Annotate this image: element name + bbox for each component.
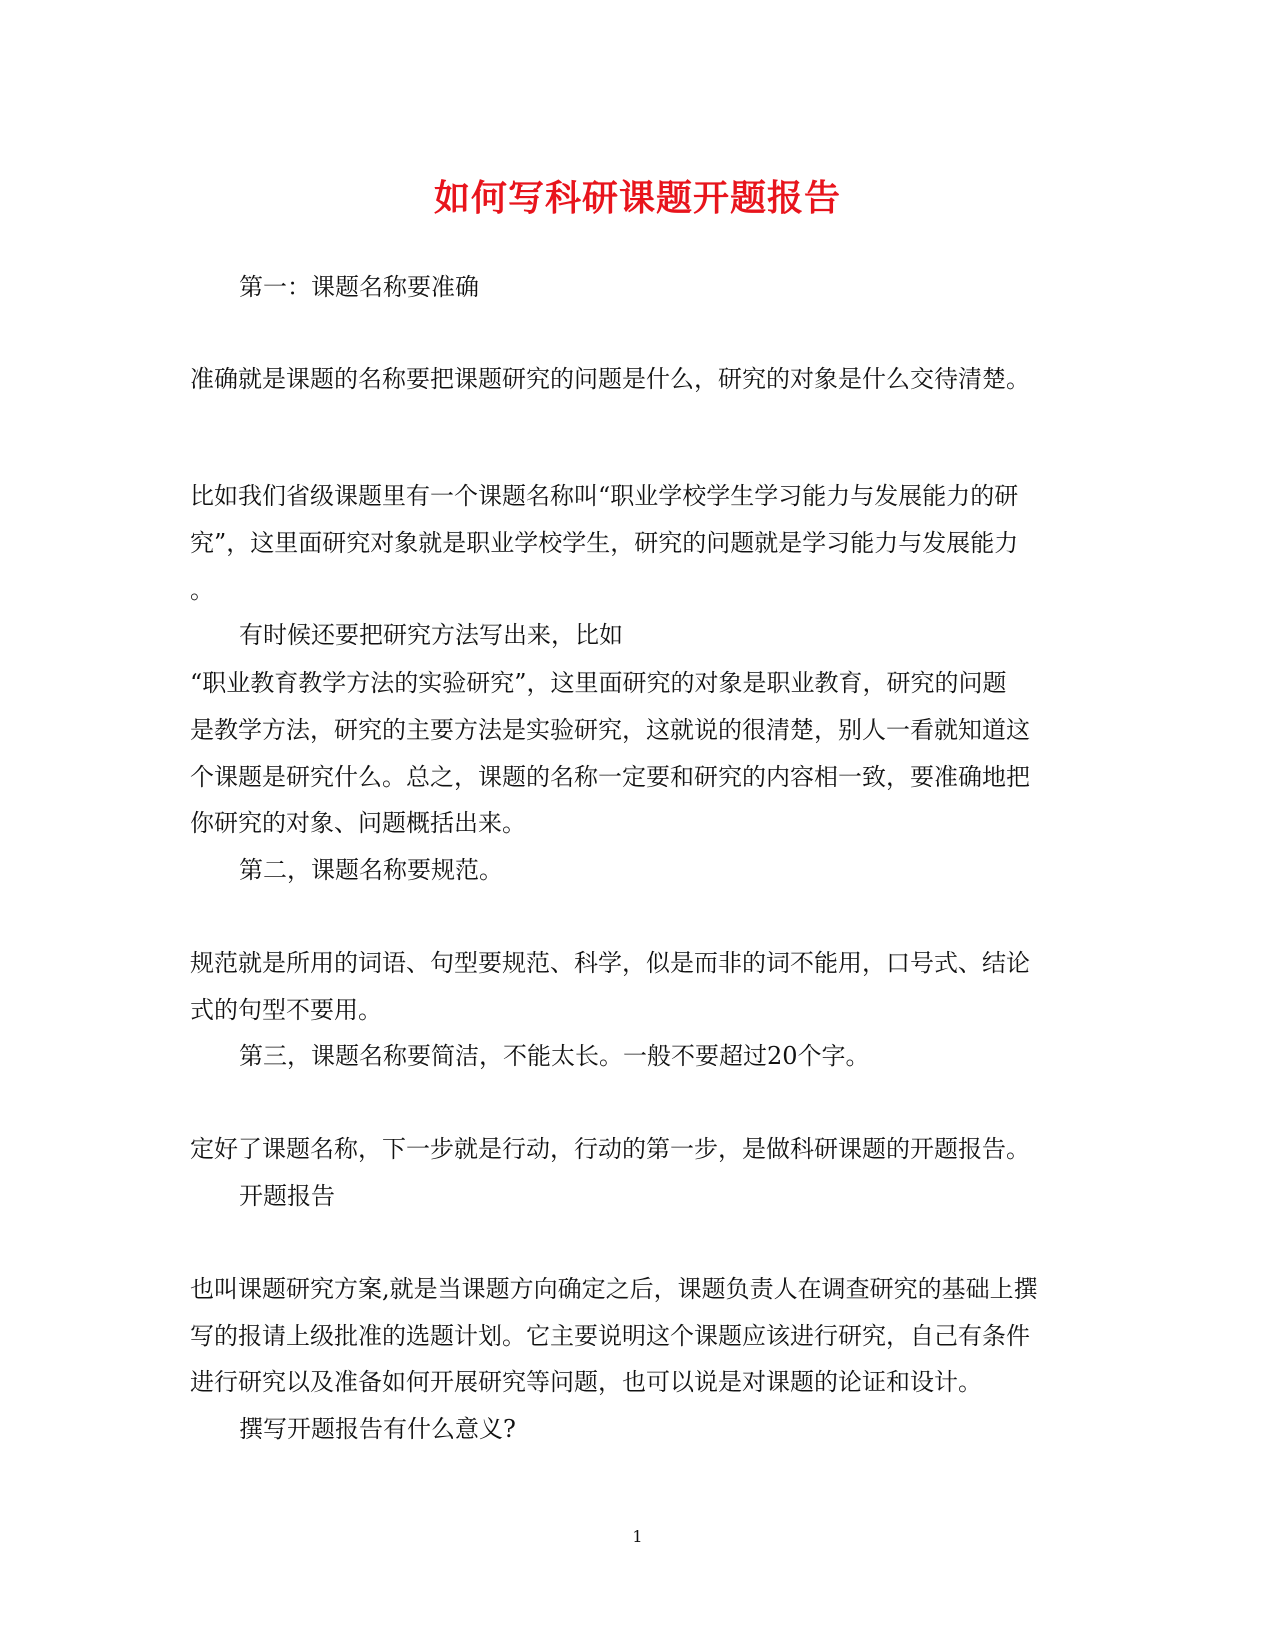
paragraph-line: 式的句型不要用。: [190, 996, 382, 1024]
paragraph-line: 个课题是研究什么。总之，课题的名称一定要和研究的内容相一致，要准确地把: [190, 763, 1030, 791]
paragraph-line: 定好了课题名称，下一步就是行动，行动的第一步，是做科研课题的开题报告。: [190, 1135, 1030, 1163]
heading-significance: 撰写开题报告有什么意义?: [239, 1415, 516, 1443]
page-number: 1: [632, 1527, 643, 1546]
heading-second: 第二，课题名称要规范。: [239, 856, 503, 884]
paragraph-line: 是教学方法，研究的主要方法是实验研究，这就说的很清楚，别人一看就知道这: [190, 716, 1030, 744]
paragraph-line: 你研究的对象、问题概括出来。: [190, 809, 526, 837]
heading-first: 第一：课题名称要准确: [239, 273, 479, 301]
paragraph-line: 准确就是课题的名称要把课题研究的问题是什么，研究的对象是什么交待清楚。: [190, 365, 1030, 393]
paragraph-line: 。: [190, 576, 214, 604]
heading-proposal: 开题报告: [239, 1182, 335, 1210]
paragraph-line: 比如我们省级课题里有一个课题名称叫“职业学校学生学习能力与发展能力的研: [190, 482, 1019, 510]
heading-third: 第三，课题名称要简洁，不能太长。一般不要超过20个字。: [239, 1042, 870, 1070]
paragraph-line: 有时候还要把研究方法写出来，比如: [239, 621, 623, 649]
paragraph-line: 写的报请上级批准的选题计划。它主要说明这个课题应该进行研究，自己有条件: [190, 1322, 1030, 1350]
paragraph-line: 进行研究以及准备如何开展研究等问题，也可以说是对课题的论证和设计。: [190, 1368, 982, 1396]
paragraph-line: 也叫课题研究方案,就是当课题方向确定之后，课题负责人在调查研究的基础上撰: [190, 1275, 1038, 1303]
paragraph-line: 究”，这里面研究对象就是职业学校学生，研究的问题就是学习能力与发展能力: [190, 529, 1019, 557]
document-title: 如何写科研课题开题报告: [433, 177, 841, 219]
paragraph-line: 规范就是所用的词语、句型要规范、科学，似是而非的词不能用，口号式、结论: [190, 949, 1030, 977]
paragraph-line: “职业教育教学方法的实验研究”，这里面研究的对象是职业教育，研究的问题: [190, 669, 1007, 697]
